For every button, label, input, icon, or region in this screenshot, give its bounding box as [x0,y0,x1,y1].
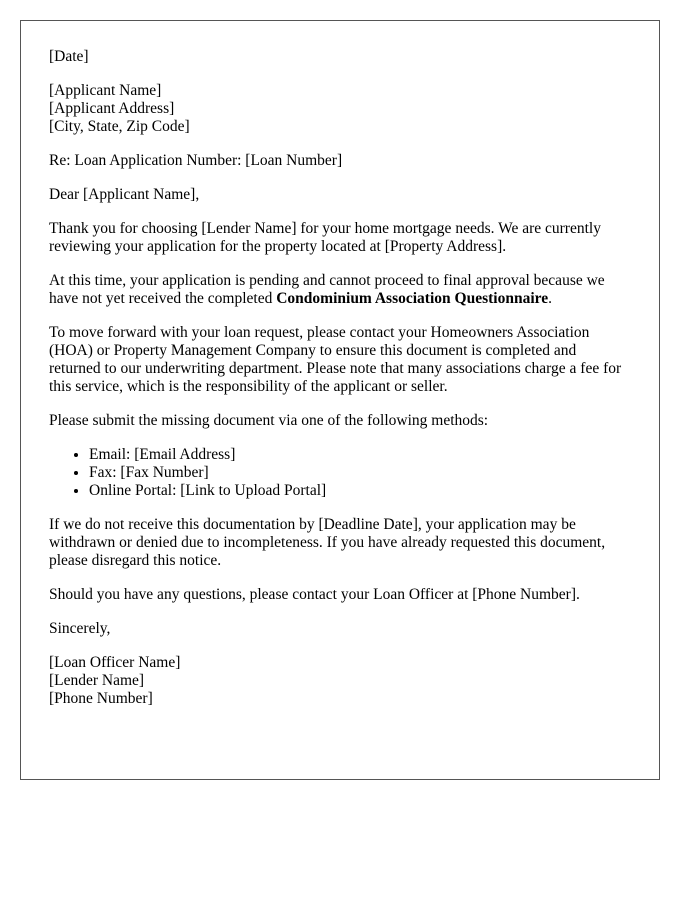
signature-phone: [Phone Number] [49,690,153,707]
paragraph-pending-end: . [548,290,552,307]
method-fax: • Fax: [Fax Number] [89,464,631,482]
letter-date: [Date] [49,48,89,65]
missing-document-name: Condominium Association Questionnaire [276,290,549,307]
paragraph-deadline: If we do not receive this documentation by [Deadline Date], your application may be withdrawn or denied due to incompleteness. If you have already requested this document, please disregard this notice. [49,516,606,569]
lender-name: [Lender Name] [49,672,145,689]
applicant-address-block [49,82,631,136]
method-email: • Email: [Email Address] [89,446,631,464]
applicant-city-state-zip: [City, State, Zip Code] [49,118,190,135]
paragraph-intro: Thank you for choosing [Lender Name] for your home mortgage needs. We are currently reviewing your application for the property located at [Property Address]. [49,220,601,255]
paragraph-submit-methods: Please submit the missing document via one of the following methods: [49,412,489,429]
applicant-name: [Applicant Name] [49,82,162,99]
method-online-portal: • Online Portal: [Link to Upload Portal] [89,482,631,500]
closing: Sincerely, [49,620,111,637]
paragraph-questions: Should you have any questions, please contact your Loan Officer at [Phone Number]. [49,586,580,603]
signature-block [49,654,631,708]
paragraph-instructions: To move forward with your loan request, please contact your Homeowners Association (HOA) or Property Management Company to ensure this document is completed and returned to our underwriting department. Please note that many associations charge a fee for this service, which is the responsibility of the applicant or seller. [49,324,622,395]
paragraph-pending-text: At this time, your application is pending and cannot proceed to final approval because we have not yet received the completed [49,272,605,307]
submission-methods-list [49,446,631,500]
paragraph-pending [49,272,631,308]
reference-line: Re: Loan Application Number: [Loan Number] [49,152,343,169]
salutation: Dear [Applicant Name], [49,186,200,203]
applicant-address: [Applicant Address] [49,100,175,117]
loan-officer-name: [Loan Officer Name] [49,654,181,671]
letter-page [20,20,660,780]
